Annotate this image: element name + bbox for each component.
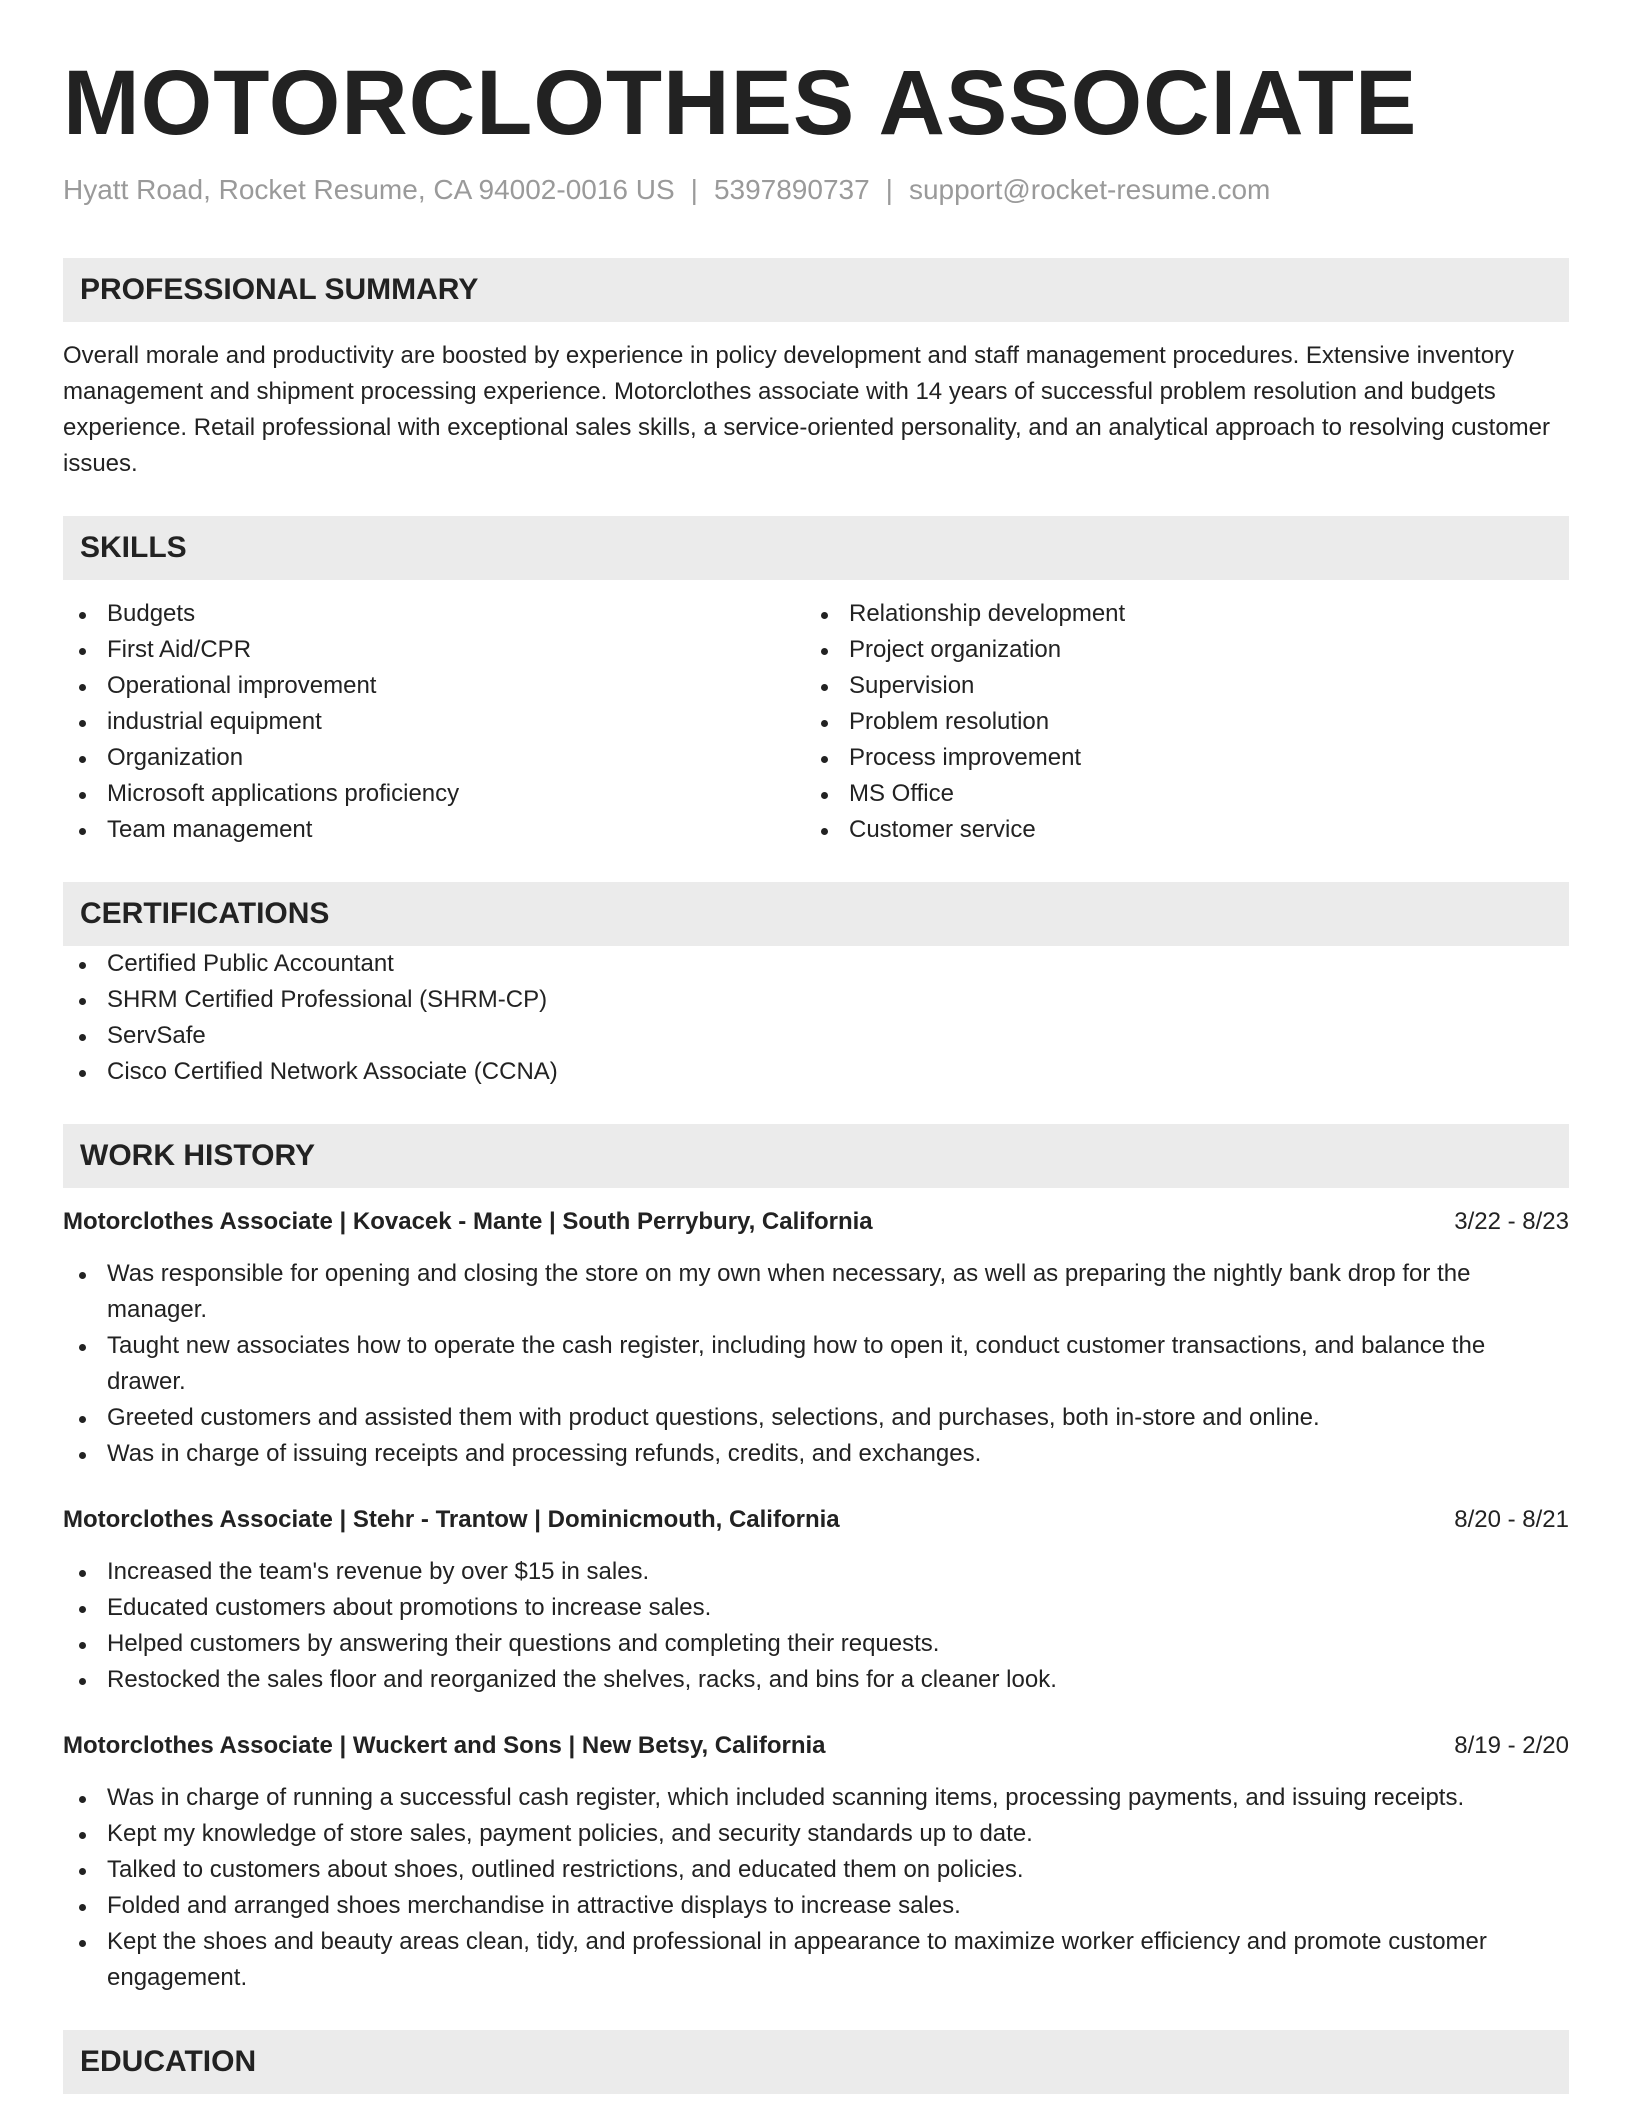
job-bullet: Kept my knowledge of store sales, payment policies, and security standards up to date. <box>63 1816 1569 1852</box>
job-entry <box>63 1728 1569 1996</box>
skill-item: Budgets <box>63 596 805 632</box>
skill-item: MS Office <box>805 776 1547 812</box>
section-header-skills: SKILLS <box>63 516 1569 580</box>
skill-item: industrial equipment <box>63 704 805 740</box>
job-title: Motorclothes Associate | Stehr - Trantow | Dominicmouth, California <box>63 1506 840 1533</box>
job-entry <box>63 1502 1569 1698</box>
skills-grid <box>63 596 1569 848</box>
skill-item: Supervision <box>805 668 1547 704</box>
job-bullet: Was responsible for opening and closing the store on my own when necessary, as well as preparing the nightly bank drop for the manager. <box>63 1256 1569 1328</box>
job-bullet: Taught new associates how to operate the cash register, including how to open it, conduct customer transactions, and balance the drawer. <box>63 1328 1569 1400</box>
skill-item: Team management <box>63 812 805 848</box>
job-bullets <box>63 1554 1569 1698</box>
skill-item: Relationship development <box>805 596 1547 632</box>
skills-column-right <box>805 596 1547 848</box>
contact-line <box>63 172 1569 208</box>
summary-text: Overall morale and productivity are boosted by experience in policy development and staff management procedures. Extensive inventory management and shipment processing experience. Motorclothes associate with 14 years of successful problem resolution and budgets experience. Retail professional with exceptional sales skills, a service-oriented personality, and an analytical approach to resolving customer issues. <box>63 342 1550 477</box>
skill-item: Organization <box>63 740 805 776</box>
resume-name: MOTORCLOTHES ASSOCIATE <box>63 52 1418 154</box>
job-title: Motorclothes Associate | Wuckert and Sons | New Betsy, California <box>63 1732 826 1759</box>
section-header-certifications: CERTIFICATIONS <box>63 882 1569 946</box>
job-bullet: Was in charge of running a successful cash register, which included scanning items, processing payments, and issuing receipts. <box>63 1780 1569 1816</box>
certification-item: SHRM Certified Professional (SHRM-CP) <box>63 982 1569 1018</box>
job-bullets <box>63 1780 1569 1996</box>
contact-email: support@rocket-resume.com <box>908 174 1271 205</box>
skill-item: Process improvement <box>805 740 1547 776</box>
job-entry <box>63 1204 1569 1472</box>
contact-separator: | <box>885 174 893 205</box>
job-bullets <box>63 1256 1569 1472</box>
section-header-education: EDUCATION <box>63 2030 1569 2094</box>
section-header-work-history: WORK HISTORY <box>63 1124 1569 1188</box>
skill-item: First Aid/CPR <box>63 632 805 668</box>
contact-phone: 5397890737 <box>713 174 870 205</box>
job-bullet: Was in charge of issuing receipts and processing refunds, credits, and exchanges. <box>63 1436 1569 1472</box>
job-bullet: Educated customers about promotions to increase sales. <box>63 1590 1569 1626</box>
skill-item: Operational improvement <box>63 668 805 704</box>
skill-item: Problem resolution <box>805 704 1547 740</box>
job-bullet: Increased the team's revenue by over $15 in sales. <box>63 1554 1569 1590</box>
skill-item: Project organization <box>805 632 1547 668</box>
job-header <box>63 1502 1569 1538</box>
contact-separator: | <box>690 174 698 205</box>
skills-column-left <box>63 596 805 848</box>
job-title: Motorclothes Associate | Kovacek - Mante | South Perrybury, California <box>63 1208 873 1235</box>
job-bullet: Helped customers by answering their questions and completing their requests. <box>63 1626 1569 1662</box>
certification-item: ServSafe <box>63 1018 1569 1054</box>
skill-item: Customer service <box>805 812 1547 848</box>
certifications-list <box>63 946 1569 1090</box>
job-bullet: Restocked the sales floor and reorganized the shelves, racks, and bins for a cleaner look. <box>63 1662 1569 1698</box>
certification-item: Cisco Certified Network Associate (CCNA) <box>63 1054 1569 1090</box>
job-dates: 8/19 - 2/20 <box>1454 1732 1569 1759</box>
section-header-summary: PROFESSIONAL SUMMARY <box>63 258 1569 322</box>
job-header <box>63 1204 1569 1240</box>
job-bullet: Kept the shoes and beauty areas clean, tidy, and professional in appearance to maximize worker efficiency and promote customer engagement. <box>63 1924 1569 1996</box>
contact-address: Hyatt Road, Rocket Resume, CA 94002-0016 US <box>63 174 675 205</box>
job-dates: 8/20 - 8/21 <box>1454 1506 1569 1533</box>
job-header <box>63 1728 1569 1764</box>
job-dates: 3/22 - 8/23 <box>1454 1208 1569 1235</box>
job-bullet: Talked to customers about shoes, outlined restrictions, and educated them on policies. <box>63 1852 1569 1888</box>
certification-item: Certified Public Accountant <box>63 946 1569 982</box>
job-bullet: Folded and arranged shoes merchandise in attractive displays to increase sales. <box>63 1888 1569 1924</box>
skill-item: Microsoft applications proficiency <box>63 776 805 812</box>
job-bullet: Greeted customers and assisted them with product questions, selections, and purchases, both in-store and online. <box>63 1400 1569 1436</box>
